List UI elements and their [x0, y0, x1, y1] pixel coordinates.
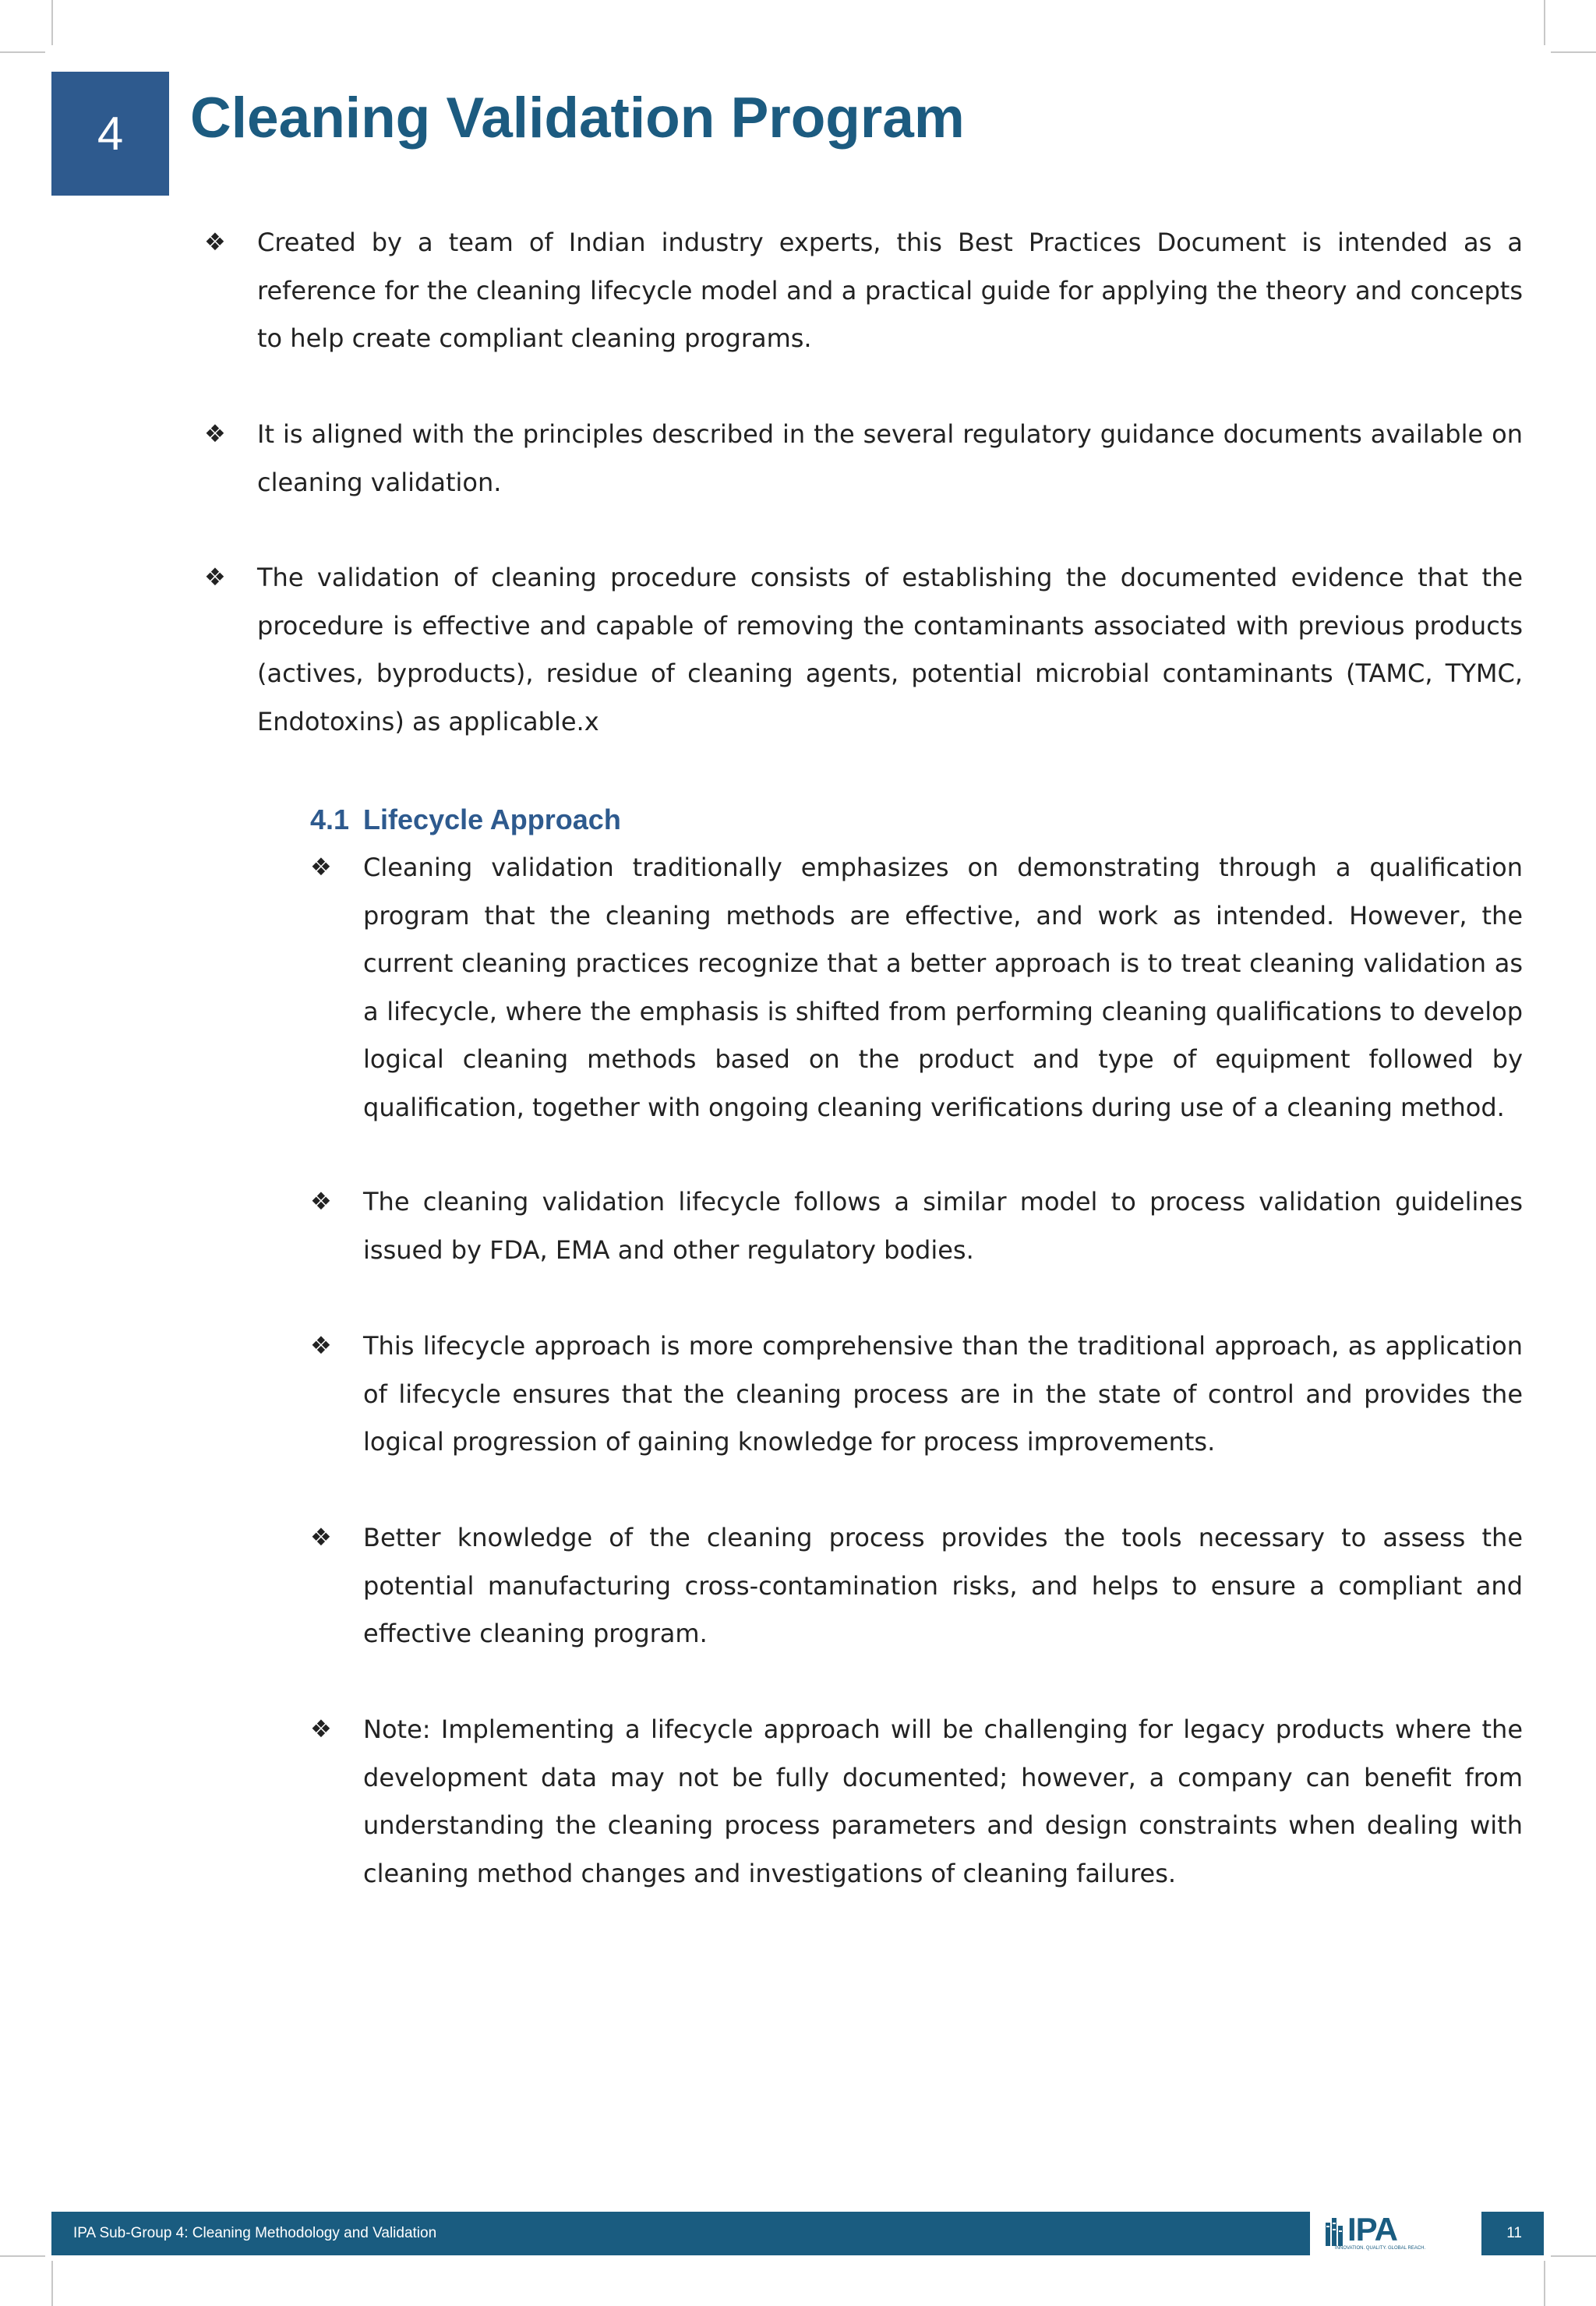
section-number: 4.1: [310, 803, 350, 835]
logo-text: IPA: [1347, 2211, 1397, 2248]
list-item: [204, 411, 1523, 507]
list-item: [310, 1706, 1523, 1898]
list-item: [310, 1178, 1523, 1274]
crop-mark: [1544, 2261, 1545, 2306]
footer-text: IPA Sub-Group 4: Cleaning Methodology and Validation: [73, 2225, 437, 2241]
bullet-text: Cleaning validation traditionally emphasizes on demonstrating through a qualification program that the cleaning methods are effective, and work as intended. However, the current cleaning practices recognize that a better approach is to treat cleaning validation as a lifecycle, where the emphasis is shifted from performing cleaning qualifications to develop logical cleaning methods based on the product and type of equipment followed by qualification, together with ongoing cleaning verifications during use of a cleaning method.: [363, 853, 1523, 1122]
diamond-bullet-icon: ❖: [310, 1188, 332, 1216]
ipa-logo: [1310, 2212, 1481, 2255]
diamond-bullet-icon: ❖: [310, 1715, 332, 1743]
bullet-text: Better knowledge of the cleaning process provides the tools necessary to assess the potential manufacturing cross-contamination risks, and helps to ensure a compliant and effective cleaning program.: [363, 1523, 1523, 1648]
bullet-text: The cleaning validation lifecycle follows a similar model to process validation guidelines issued by FDA, EMA and other regulatory bodies.: [363, 1187, 1523, 1265]
bullet-text: Created by a team of Indian industry experts, this Best Practices Document is intended as a reference for the cleaning lifecycle model and a practical guide for applying the theory and concepts to help create compliant cleaning programs.: [257, 228, 1523, 353]
list-item: [204, 219, 1523, 363]
section-heading: [310, 796, 621, 843]
diamond-bullet-icon: ❖: [204, 563, 226, 592]
diamond-bullet-icon: ❖: [310, 1524, 332, 1552]
crop-mark: [1544, 0, 1545, 45]
chapter-number: 4: [97, 108, 124, 160]
diamond-bullet-icon: ❖: [204, 420, 226, 448]
diamond-bullet-icon: ❖: [204, 228, 226, 256]
chapter-number-box: [51, 72, 169, 196]
bullet-text: This lifecycle approach is more comprehensive than the traditional approach, as application of lifecycle ensures that the cleaning process are in the state of control and provides the logical progression of gaining knowledge for process improvements.: [363, 1331, 1523, 1457]
crop-mark: [0, 51, 45, 53]
diamond-bullet-icon: ❖: [310, 1332, 332, 1360]
list-item: [310, 1514, 1523, 1658]
bullet-text: It is aligned with the principles described in the several regulatory guidance documents available on cleaning validation.: [257, 419, 1523, 497]
page-number: 11: [1506, 2225, 1522, 2241]
crop-mark: [1551, 2255, 1596, 2257]
crop-mark: [51, 2261, 53, 2306]
list-item: [310, 1323, 1523, 1467]
bullet-text: Note: Implementing a lifecycle approach will be challenging for legacy products where the development data may not be fully documented; however, a company can benefit from understanding the cleaning process parameters and design constraints when dealing with cleaning method changes and investigations of cleaning failures.: [363, 1714, 1523, 1888]
bullet-text: The validation of cleaning procedure consists of establishing the documented evidence that the procedure is effective and capable of removing the contaminants associated with previous products (actives, byproducts), residue of cleaning agents, potential microbial contaminants (TAMC, TYMC, Endotoxins) as applicable.x: [257, 563, 1523, 736]
section-title: Lifecycle Approach: [363, 803, 621, 835]
list-item: [204, 554, 1523, 746]
diamond-bullet-icon: ❖: [310, 853, 332, 881]
crop-mark: [1551, 51, 1596, 53]
crop-mark: [0, 2255, 45, 2257]
page-title: Cleaning Validation Program: [190, 87, 965, 150]
logo-tagline: INNOVATION. QUALITY. GLOBAL REACH.: [1335, 2246, 1426, 2251]
crop-mark: [51, 0, 53, 45]
logo-building-icon: [1324, 2216, 1344, 2246]
footer-bar: [51, 2212, 1544, 2255]
list-item: [310, 844, 1523, 1132]
